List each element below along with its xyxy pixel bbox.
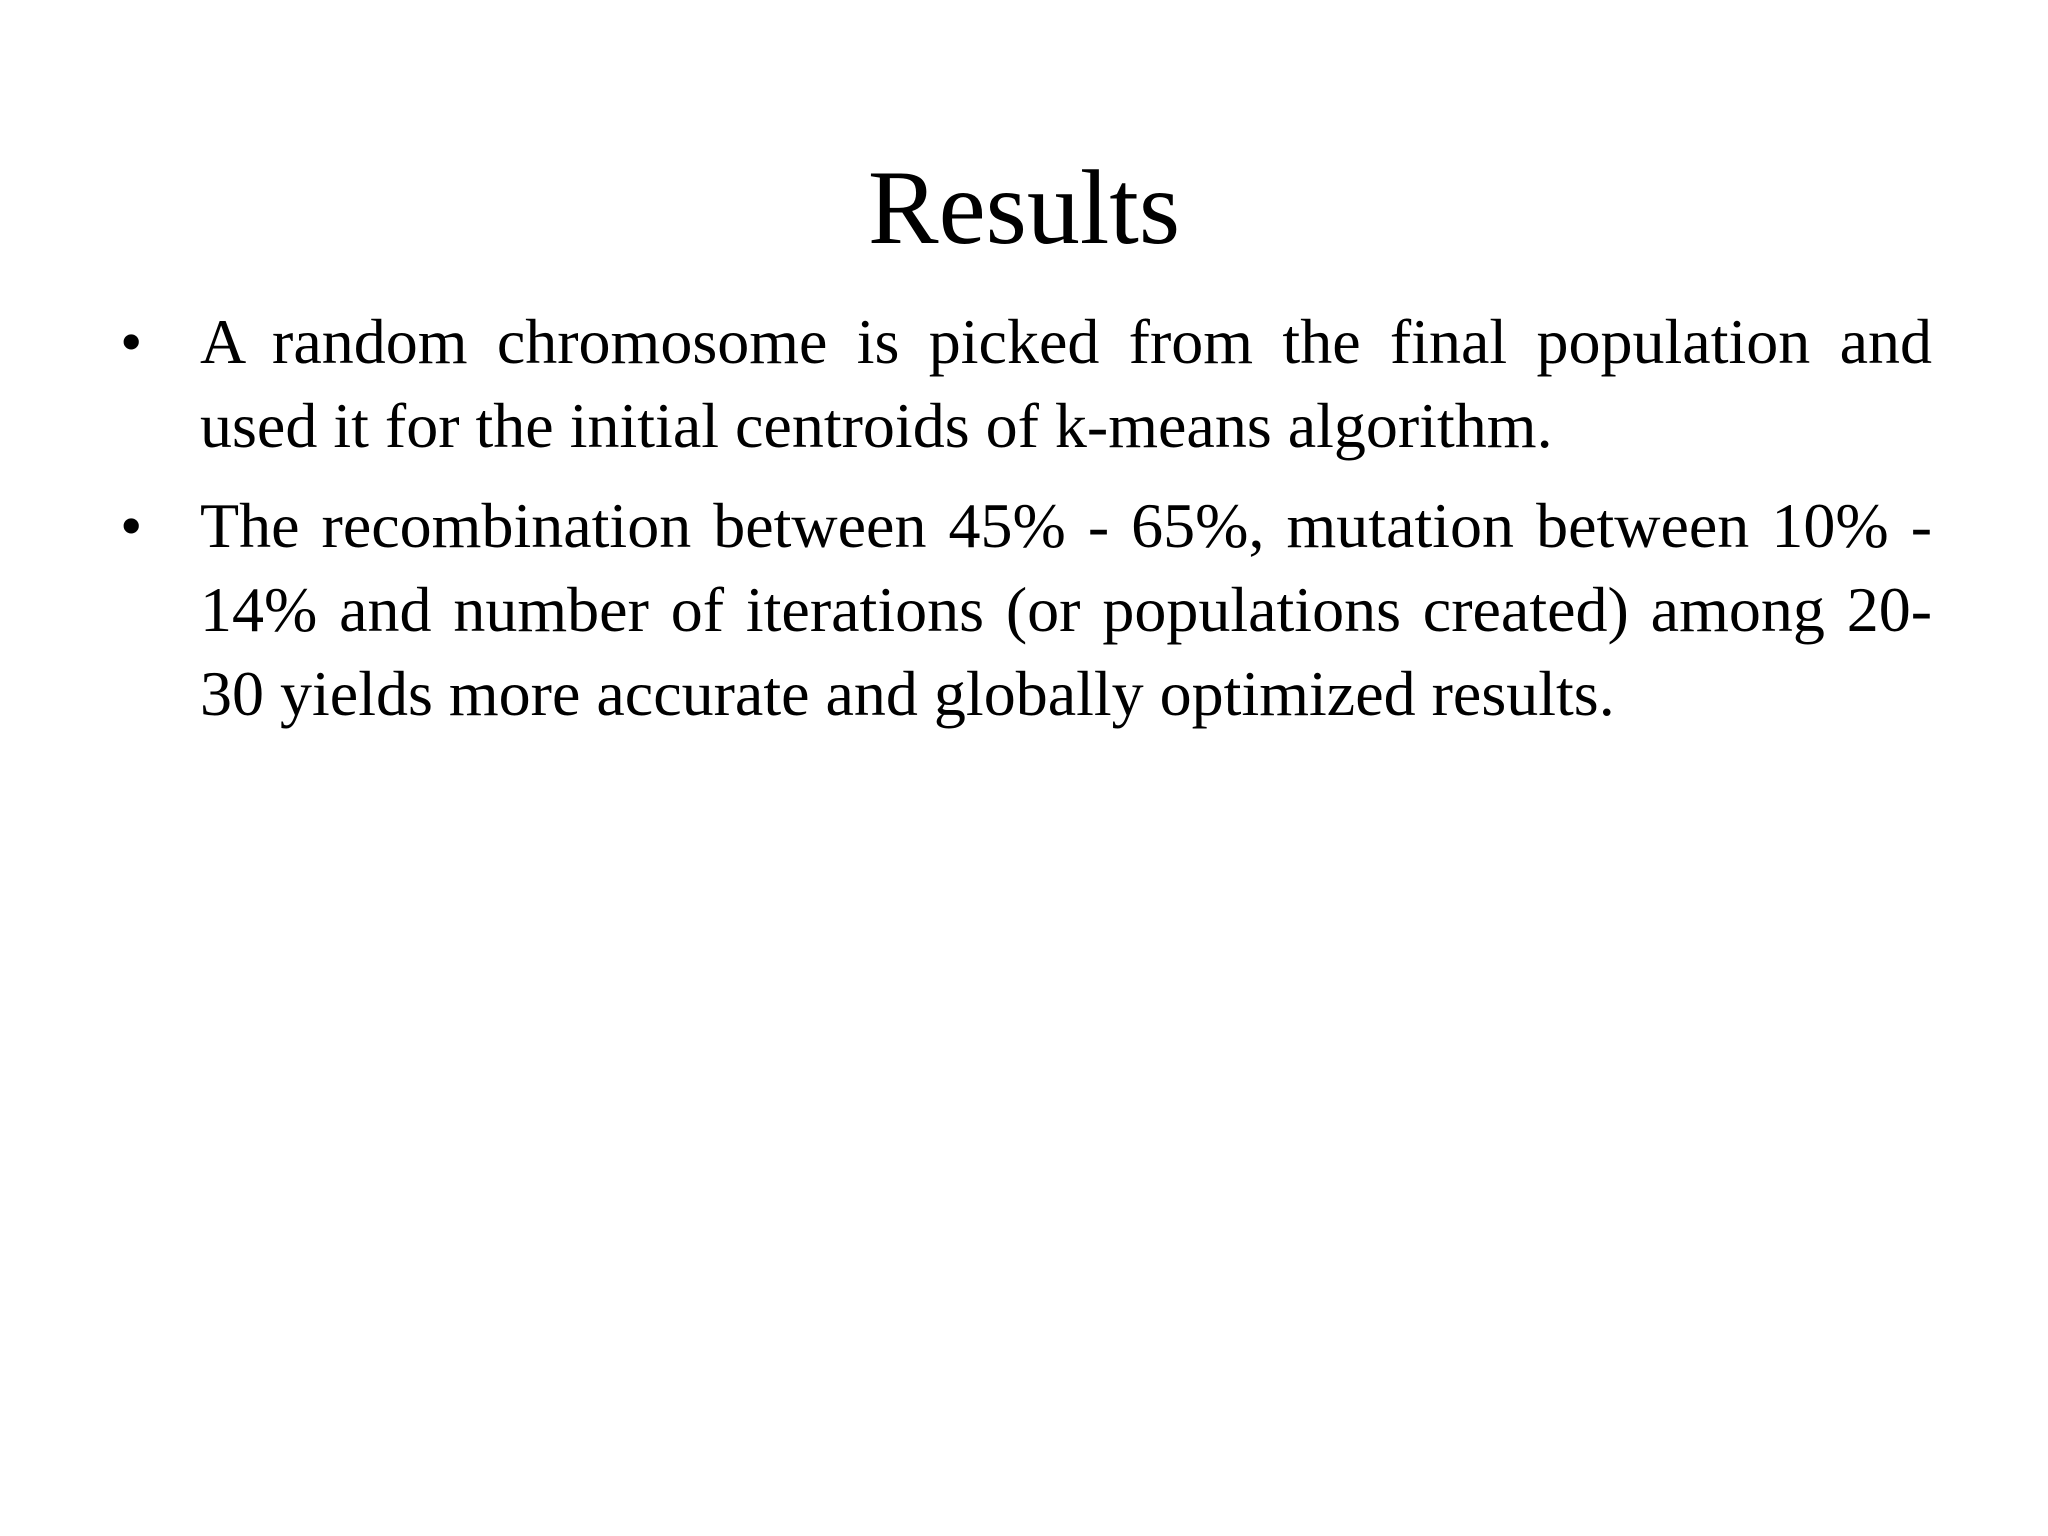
bullet-text: The recombination between 45% - 65%, mutation between 10% - 14% and number of iterations (or populations created) among 20-30 yields more accurate and globally optimized results. — [200, 490, 1932, 729]
slide-title: Results — [867, 149, 1181, 266]
bullet-item-initial-centroids — [120, 300, 1932, 468]
bullet-text: A random chromosome is picked from the final population and used it for the initial centroids of k-means algorithm. — [200, 306, 1932, 461]
bullet-icon: • — [120, 490, 143, 561]
bullet-list — [120, 300, 1932, 752]
bullet-icon: • — [120, 306, 143, 377]
bullet-item-parameters — [120, 484, 1932, 736]
